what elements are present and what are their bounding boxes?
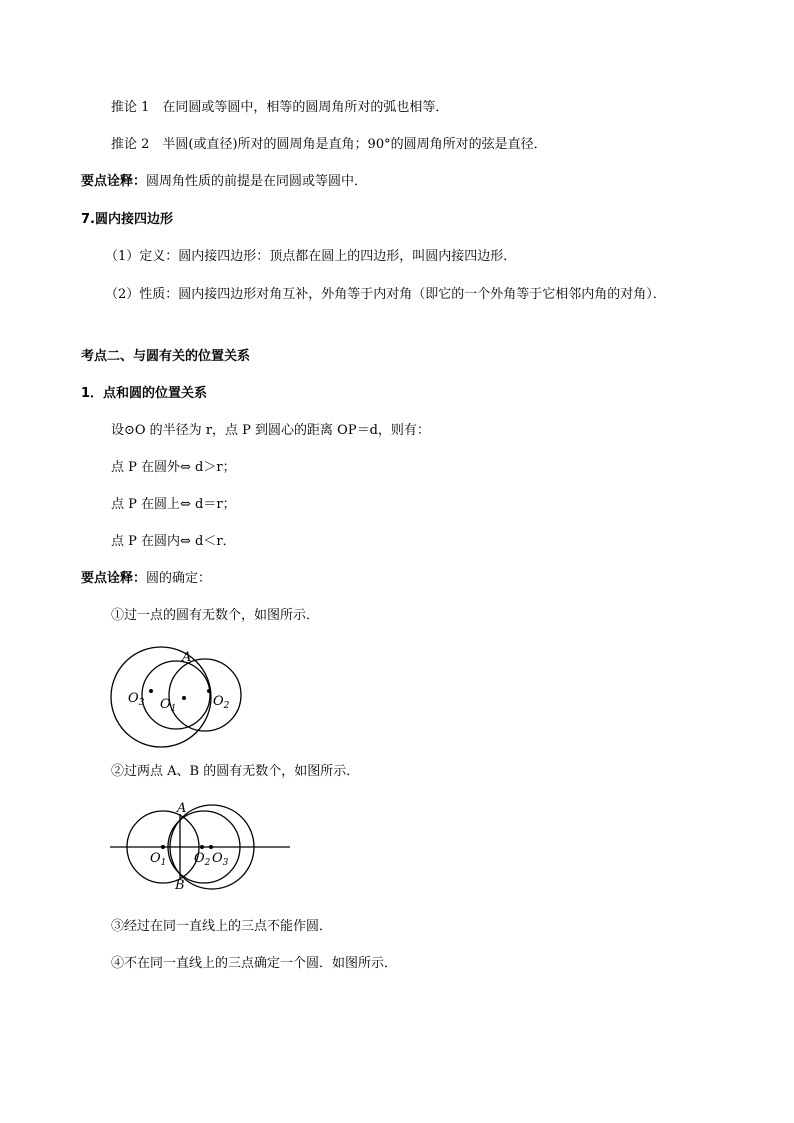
label-o3: $O_3$ (128, 691, 145, 708)
item-4: ④不在同一直线上的三点确定一个圆．如图所示． (111, 956, 398, 971)
label-o1: $O_1$ (160, 697, 177, 714)
sub-1-title: 1．点和圆的位置关系 (81, 386, 208, 401)
corollary-2: 推论 2 半圆(或直径)所对的圆周角是直角；90°的圆周角所对的弦是直径． (111, 137, 547, 152)
center-o2-dot (207, 689, 211, 693)
label-o2: $O_2$ (194, 851, 211, 868)
label-a: A (177, 801, 187, 816)
kaodian-2-title: 考点二、与圆有关的位置关系 (81, 349, 251, 364)
section-7-title: 7.圆内接四边形 (81, 212, 173, 227)
center-o1-dot (182, 696, 186, 700)
item-3: ③经过在同一直线上的三点不能作圆． (111, 919, 333, 934)
note-1 (81, 172, 367, 192)
note-2 (81, 569, 211, 589)
point-inside: 点 P 在圆内⇔ d＜r． (111, 534, 236, 549)
figure-circles-through-two-points (108, 800, 293, 895)
setup: 设⊙O 的半径为 r，点 P 到圆心的距离 OP＝d，则有： (111, 423, 430, 438)
note-2-text: 圆的确定： (146, 571, 212, 586)
center-o1-dot (161, 845, 165, 849)
label-a: A (182, 650, 192, 665)
point-outside: 点 P 在圆外⇔ d＞r； (111, 460, 236, 475)
note-1-label: 要点诠释： (81, 174, 147, 189)
note-2-label: 要点诠释： (81, 571, 147, 586)
definition: （1）定义：圆内接四边形：顶点都在圆上的四边形，叫圆内接四边形． (105, 249, 517, 264)
label-o2: $O_2$ (213, 694, 230, 711)
corollary-1: 推论 1 在同圆或等圆中，相等的圆周角所对的弧也相等． (111, 100, 449, 115)
circle-o1 (142, 661, 210, 729)
center-o2-dot (200, 845, 204, 849)
item-2: ②过两点 A、B 的圆有无数个，如图所示． (111, 764, 360, 779)
point-on: 点 P 在圆上⇔ d＝r； (111, 497, 236, 512)
center-o3-dot (209, 845, 213, 849)
label-b: B (175, 878, 185, 893)
center-o3-dot (149, 689, 153, 693)
note-1-text: 圆周角性质的前提是在同圆或等圆中． (146, 174, 368, 189)
property: （2）性质：圆内接四边形对角互补，外角等于内对角（即它的一个外角等于它相邻内角的对角）． (105, 287, 666, 302)
figure-circles-through-one-point (100, 645, 250, 735)
item-1: ①过一点的圆有无数个，如图所示． (111, 608, 320, 623)
label-o1: $O_1$ (150, 851, 167, 868)
label-o3: $O_3$ (212, 851, 229, 868)
